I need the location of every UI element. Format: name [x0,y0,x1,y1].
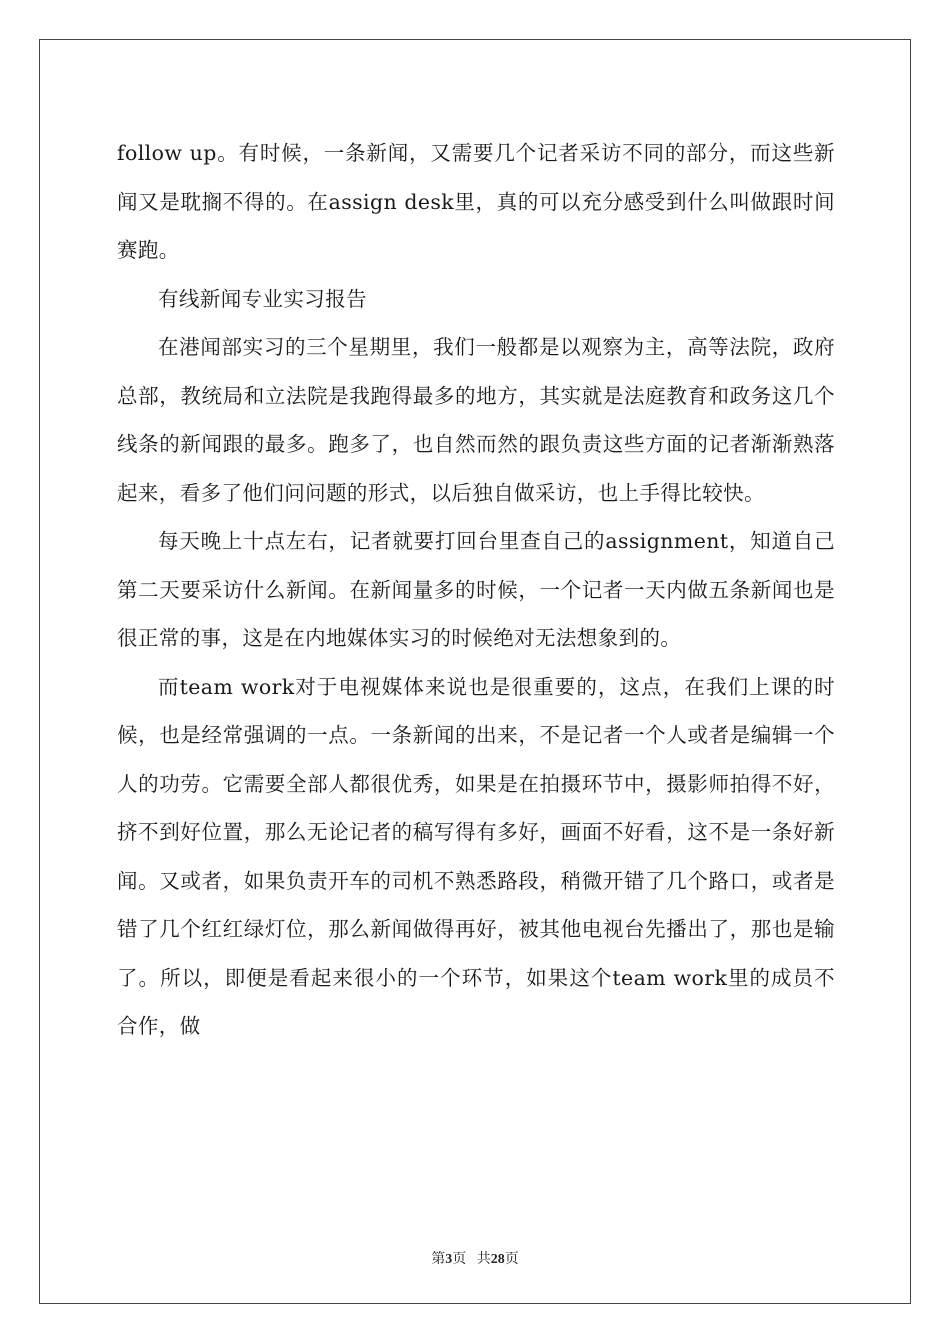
footer-middle: 页 共 [452,1252,491,1267]
current-page-number: 3 [445,1252,453,1267]
section-heading: 有线新闻专业实习报告 [158,286,367,311]
paragraph-4: 而team work对于电视媒体来说也是很重要的，这点，在我们上课的时候，也是经常强调的一点。一条新闻的出来，不是记者一个人或者是编辑一个人的功劳。它需要全部人都很优秀，如果是在拍摄环节中，摄影师拍得不好，挤不到好位置，那么无论记者的稿写得有多好，画面不好看，这不是一条好新闻。又或者，如果负责开车的司机不熟悉路段，稍微开错了几个路口，或者是错了几个红红绿灯位，那么新闻做得再好，被其他电视台先播出了，那也是输了。所以，即便是看起来很小的一个环节，如果这个team work里的成员不合作，做 [117,674,835,1038]
paragraph-1: follow up。有时候，一条新闻，又需要几个记者采访不同的部分，而这些新闻又是耽搁不得的。在assign desk里，真的可以充分感受到什么叫做跟时间赛跑。 [117,141,835,262]
footer-suffix: 页 [504,1252,519,1267]
document-body [117,129,835,1051]
paragraph-3: 每天晚上十点左右，记者就要打回台里查自己的assignment，知道自己第二天要采访什么新闻。在新闻量多的时候，一个记者一天内做五条新闻也是很正常的事，这是在内地媒体实习的时候绝对无法想象到的。 [117,529,835,650]
total-pages-number: 28 [490,1252,505,1267]
paragraph-2: 在港闻部实习的三个星期里，我们一般都是以观察为主，高等法院，政府总部，教统局和立法院是我跑得最多的地方，其实就是法庭教育和政务这几个线条的新闻跟的最多。跑多了，也自然而然的跟负责这些方面的记者渐渐熟落起来，看多了他们问问题的形式，以后独自做采访，也上手得比较快。 [117,335,835,505]
page-footer [0,1248,950,1268]
footer-prefix: 第 [431,1252,446,1267]
